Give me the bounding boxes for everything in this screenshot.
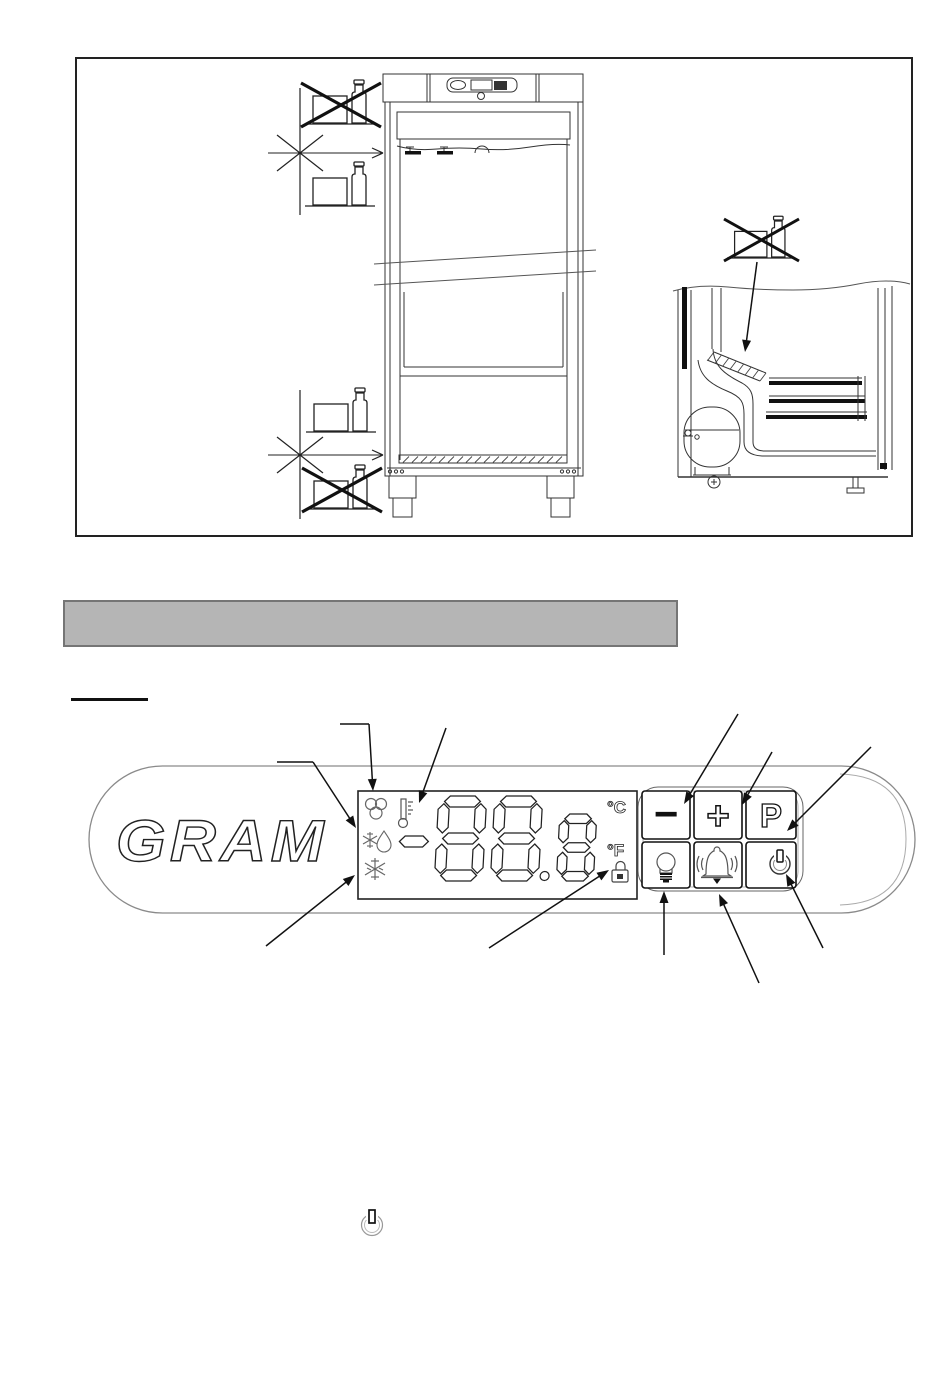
celsius-label: °C [607,798,627,817]
figure-frame [76,58,912,536]
brand-logo: GRAM [116,809,328,874]
side-shelves [766,376,867,421]
storage-allowed-above-bottom-load-line-icon [306,388,376,432]
inline-power-icon [357,1206,387,1240]
figure-callout-arrows [742,262,757,352]
temperature-display [358,791,637,899]
minus-button [642,790,690,839]
plus-button [694,791,742,839]
minus-glyph: − [653,790,679,837]
fahrenheit-label: °F [607,841,625,860]
cross-out-mark [724,219,799,261]
light-button [642,842,690,888]
control-panel-figure [60,700,940,1000]
section-heading-bar [63,600,678,647]
plus-glyph: + [706,794,730,838]
fridge-front-view [374,74,596,517]
storage-allowed-below-top-load-line-icon [305,162,375,206]
alarm-button [694,842,742,888]
placement-diagram [75,57,913,537]
compressor [683,407,740,488]
program-glyph: P [759,797,783,834]
program-button [746,791,796,839]
keypad [642,790,796,888]
fridge-side-view [673,281,910,493]
